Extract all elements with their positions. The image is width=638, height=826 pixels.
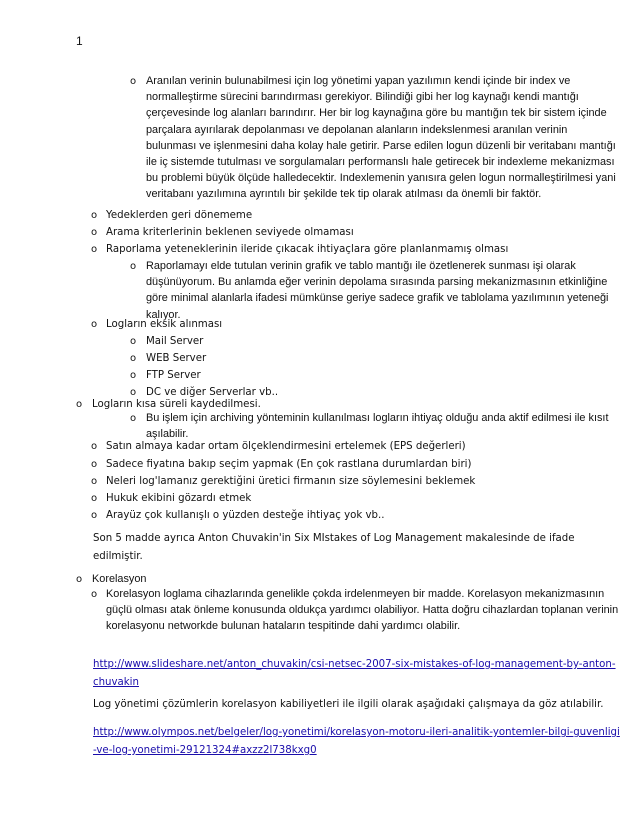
- bullet-marker: o: [76, 574, 83, 585]
- normalization-paragraph: Aranılan verinin bulunabilmesi için log yönetimi yapan yazılımın kendi içinde bir index ve normalleştirme sürecini barındırması gerekiyor. Bilindiği gibi her log kaynağı kendi mantığı çerçevesinde log alanları barındırır. Her bir log kaynağına göre bu mantığın tek bir sistem içinde parçalara ayırılarak depolanması ve depolanan alanların indekslenmesi aranılan verinin bulunması ve işlenmesini daha kolay hale getirir. Parse edilen logun düzenli bir veritabanı mantığı ile iç sistemde tutulması ve sorgulamaları performanslı hale getirecek bir indexleme mekanizması bu problemi büyük ölçüde halledecektir. Indexlemenin yanısıra gelen logun normalleştirilmesi yani veritabanı yazılımına ayrıntılı bir şekilde tek tip olarak atılması da önemli bir faktör.: [146, 75, 616, 201]
- bullet-marker: o: [130, 336, 137, 347]
- slideshare-link[interactable]: http://www.slideshare.net/anton_chuvakin/csi-netsec-2007-six-mistakes-of-log-management-by-anton-chuvakin: [93, 659, 616, 688]
- bullet-marker: o: [91, 589, 98, 600]
- list-item-legal: Hukuk ekibini gözardı etmek: [106, 493, 252, 504]
- bullet-marker: o: [91, 510, 98, 521]
- bullet-marker: o: [91, 244, 98, 255]
- list-item-server: Mail Server: [146, 336, 204, 347]
- bullet-marker: o: [91, 210, 98, 221]
- list-item-eps: Satın almaya kadar ortam ölçeklendirmesini ertelemek (EPS değerleri): [106, 441, 466, 452]
- list-item-backup: Yedeklerden geri dönememe: [106, 210, 253, 221]
- bullet-marker: o: [91, 476, 98, 487]
- bullet-marker: o: [91, 459, 98, 470]
- list-item-price: Sadece fiyatına bakıp seçim yapmak (En çok rastlana durumlardan biri): [106, 459, 472, 470]
- list-item-missing-logs: Logların eksik alınması: [106, 319, 223, 330]
- list-item-correlation: Korelasyon: [92, 573, 147, 585]
- bullet-marker: o: [130, 413, 137, 424]
- bullet-marker: o: [130, 353, 137, 364]
- correlation-note: Log yönetimi çözümlerin korelasyon kabiliyetleri ile ilgili olarak aşağıdaki çalışmaya da göz atılabilir.: [93, 699, 604, 710]
- page-number: 1: [76, 34, 83, 48]
- list-item-reporting: Raporlama yeteneklerinin ileride çıkacak ihtiyaçlara göre planlanmamış olması: [106, 244, 509, 255]
- bullet-marker: o: [130, 370, 137, 381]
- bullet-marker: o: [91, 441, 98, 452]
- bullet-marker: o: [130, 76, 137, 87]
- reporting-paragraph: Raporlamayı elde tutulan verinin grafik ve tablo mantığı ile özetlenerek sunması işi olarak düşünüyorum. Bu anlamda eğer verinin depolama sırasında parsing mekanizmasının etkinliğine göre minimal alanlarla ifadesi mümkünse geriye sadece grafik ve tablolama yazılımının yeteneği kalıyor.: [146, 260, 609, 321]
- bullet-marker: o: [130, 387, 137, 398]
- correlation-paragraph: Korelasyon loglama cihazlarında genelikle çokda irdelenmeyen bir madde. Korelasyon mekanizmasının güçlü olması atak önleme konusunda oldukça yardımcı olabiliyor. Hatta doğru cihazlardan toplanan verinin korelasyonu networkde bulunan hataların tespitinde dahi yardımcı olabilir.: [106, 588, 619, 633]
- list-item-vendor: Neleri log'lamanız gerektiğini üretici firmanın size söylemesini beklemek: [106, 476, 476, 487]
- list-item-short-retention: Logların kısa süreli kaydedilmesi.: [92, 399, 261, 410]
- list-item-server: FTP Server: [146, 370, 201, 381]
- bullet-marker: o: [91, 227, 98, 238]
- list-item-unused-support: Arayüz çok kullanışlı o yüzden desteğe ihtiyaç yok vb..: [106, 510, 385, 521]
- list-item-search-criteria: Arama kriterlerinin beklenen seviyede olmaması: [106, 227, 354, 238]
- bullet-marker: o: [130, 261, 137, 272]
- bullet-marker: o: [91, 319, 98, 330]
- list-item-server: DC ve diğer Serverlar vb..: [146, 387, 279, 398]
- bullet-marker: o: [91, 493, 98, 504]
- list-item-server: WEB Server: [146, 353, 207, 364]
- archiving-paragraph: Bu işlem için archiving yönteminin kullanılması logların ihtiyaç olduğu anda aktif edilmesi ile kısıt aşılabilir.: [146, 412, 609, 441]
- olympos-link[interactable]: http://www.olympos.net/belgeler/log-yonetimi/korelasyon-motoru-ileri-analitik-yontemler-bilgi-guvenligi-ve-log-yonetimi-29121324#axzz2l738kxg0: [93, 727, 620, 756]
- bullet-marker: o: [76, 399, 83, 410]
- source-note: Son 5 madde ayrıca Anton Chuvakin'in Six MIstakes of Log Management makalesinde de ifade edilmiştir.: [93, 533, 575, 562]
